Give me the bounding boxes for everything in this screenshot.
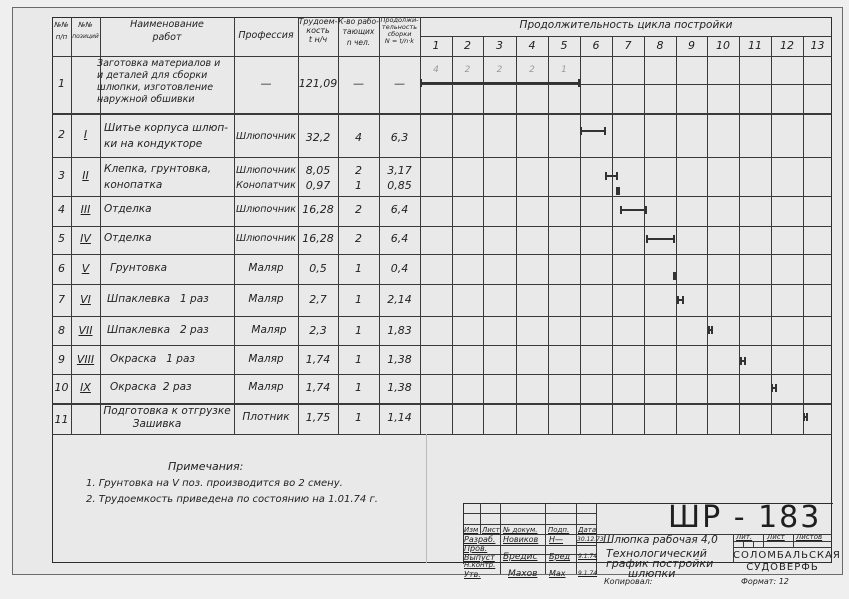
tb-grid-line xyxy=(545,503,546,574)
duration: 0,4 xyxy=(390,262,409,275)
labor: 1,74 xyxy=(305,353,331,366)
tb-sheets-label: Листов xyxy=(796,533,823,541)
row-line xyxy=(52,284,832,285)
labor: 0,5 xyxy=(309,262,327,275)
gantt-bar xyxy=(580,130,606,132)
gantt-day: 8 xyxy=(656,39,664,52)
position-number: V xyxy=(81,262,90,275)
row-line xyxy=(52,157,832,158)
position-number: VI xyxy=(80,293,91,306)
workers: 4 xyxy=(355,131,362,144)
tb-signature: Н— xyxy=(549,535,564,544)
gantt-bar xyxy=(620,209,647,211)
tb-role: Н.контр. xyxy=(464,561,496,569)
gantt-day: 4 xyxy=(528,39,536,52)
workers: 1 xyxy=(355,324,362,337)
tb-date: 9.1.74 xyxy=(578,570,598,577)
labor: 2,3 xyxy=(309,324,327,337)
profession: Шлюпочник xyxy=(236,131,296,142)
profession: Маляр xyxy=(251,324,287,336)
workers: 1 xyxy=(355,293,362,306)
duration: 6,4 xyxy=(390,232,409,245)
header-positions: №№ позиций xyxy=(72,21,99,40)
labor: 1,75 xyxy=(305,411,331,424)
pencil-mark: 2 xyxy=(464,65,471,75)
tb-col-sign: Подп. xyxy=(548,526,570,534)
work-name: Окраска 2 раз xyxy=(110,381,192,393)
work-name: Подготовка к отгрузке Зашивка xyxy=(103,405,231,430)
row-line xyxy=(52,316,832,317)
header-labor: Трудоем- кость t н/ч xyxy=(298,17,338,44)
tb-col-list: Лист xyxy=(482,526,500,534)
notes-title: Примечания: xyxy=(168,460,244,473)
labor: 8,05 0,97 xyxy=(305,164,331,192)
tb-role: Пров. xyxy=(464,544,488,553)
row-number: 9 xyxy=(58,353,65,366)
tb-grid-line xyxy=(500,503,501,574)
fold-line xyxy=(426,434,427,563)
tb-lit-label: Лит. xyxy=(736,533,753,541)
drawing-code: ШР - 183 xyxy=(668,500,822,535)
pencil-mark: 4 xyxy=(433,65,439,75)
workers: 2 1 xyxy=(355,164,362,192)
work-name: Шпаклевка 2 раз xyxy=(107,324,209,336)
tb-role: Разраб. xyxy=(464,535,496,544)
row-line xyxy=(52,113,832,115)
header-workers: К-во рабо- тающих n чел. xyxy=(338,17,379,47)
tb-sheet-label: Лист xyxy=(767,533,785,541)
tb-date: 9.1.74 xyxy=(578,553,598,560)
header-profession: Профессия xyxy=(238,30,294,41)
row-number: 5 xyxy=(58,232,65,245)
gantt-bar xyxy=(740,360,746,362)
tb-person: Бредис xyxy=(503,552,538,562)
product-name: Шлюпка рабочая 4,0 xyxy=(603,534,718,546)
tb-grid-line xyxy=(733,547,832,548)
row-number: 2 xyxy=(58,128,65,141)
header-work-name: Наименование работ xyxy=(130,19,204,44)
profession: Маляр xyxy=(248,353,284,365)
workers: 1 xyxy=(355,411,362,424)
gantt-bar xyxy=(677,299,684,301)
workers: 1 xyxy=(355,262,362,275)
gantt-day: 3 xyxy=(496,39,503,52)
position-number: IX xyxy=(80,381,91,394)
duration: 1,14 xyxy=(387,411,412,424)
row-line xyxy=(52,226,832,227)
tb-person: Махов xyxy=(508,569,538,579)
work-name: Шпаклевка 1 раз xyxy=(107,293,209,305)
gantt-bar xyxy=(646,238,675,240)
workers: — xyxy=(353,77,364,90)
header-duration: Продолжи- тельность сборки N = t/n·k xyxy=(380,16,419,46)
tb-role: Выпуст xyxy=(464,553,495,562)
row-number: 4 xyxy=(58,203,65,216)
gantt-bar xyxy=(803,416,808,418)
workers: 1 xyxy=(355,381,362,394)
tb-person: Новиков xyxy=(503,535,539,544)
duration: 6,3 xyxy=(390,131,409,144)
position-number: II xyxy=(82,169,89,182)
work-name: Грунтовка xyxy=(110,262,168,274)
position-number: III xyxy=(80,203,91,216)
row-line xyxy=(52,196,832,197)
tb-col-date: Дата xyxy=(578,526,597,534)
labor: 32,2 xyxy=(305,131,331,144)
profession: Шлюпочник xyxy=(236,233,296,244)
labor: 16,28 xyxy=(302,203,334,216)
work-name: Отделка xyxy=(104,232,152,244)
tb-date: 30.12.73 xyxy=(577,536,604,543)
profession: — xyxy=(260,77,272,90)
position-number: I xyxy=(83,128,88,141)
labor: 16,28 xyxy=(302,232,334,245)
gantt-day: 6 xyxy=(592,39,600,52)
work-name: Клепка, грунтовка, конопатка xyxy=(104,163,212,191)
gantt-bar xyxy=(420,82,580,84)
profession: Маляр xyxy=(248,262,284,274)
gantt-day: 2 xyxy=(464,39,471,52)
profession: Плотник xyxy=(242,411,290,423)
tb-col-doc: № докум. xyxy=(503,526,538,534)
row-number: 1 xyxy=(58,77,65,90)
position-number: IV xyxy=(80,232,91,245)
duration: 6,4 xyxy=(390,203,409,216)
tb-role: Утв. xyxy=(464,570,481,579)
plant-name: СОЛОМБАЛЬСКАЯ СУДОВЕРФЬ xyxy=(733,550,841,573)
row-number: 7 xyxy=(58,293,65,306)
gantt-bar xyxy=(616,190,620,192)
format-label: Формат: 12 xyxy=(741,577,789,586)
labor: 2,7 xyxy=(309,293,327,306)
row-number: 3 xyxy=(58,169,65,182)
profession: Шлюпочник xyxy=(236,204,296,215)
pencil-mark: 2 xyxy=(529,65,535,75)
gantt-bar xyxy=(673,275,676,277)
workers: 2 xyxy=(355,203,362,216)
row-number: 8 xyxy=(58,324,65,337)
note-item: 2. Трудоемкость приведена по состоянию на 1.01.74 г. xyxy=(86,494,378,505)
position-number: VII xyxy=(78,324,93,337)
gantt-bar xyxy=(605,175,618,177)
table-bottom-line xyxy=(52,434,832,435)
pencil-mark: 2 xyxy=(496,65,503,75)
duration: 1,38 xyxy=(387,353,412,366)
profession: Шлюпочник Конопатчик xyxy=(236,165,296,191)
duration: 1,38 xyxy=(387,381,412,394)
duration: 3,17 0,85 xyxy=(387,164,412,192)
duration: 1,83 xyxy=(387,324,412,337)
row-number: 11 xyxy=(54,413,69,426)
work-name: Окраска 1 раз xyxy=(110,353,195,365)
gantt-day: 9 xyxy=(688,39,695,52)
gantt-day: 5 xyxy=(560,39,568,52)
workers: 2 xyxy=(355,232,362,245)
labor: 1,74 xyxy=(305,381,331,394)
work-name: Шитье корпуса шлюп- ки на кондукторе xyxy=(104,122,229,150)
profession: Маляр xyxy=(248,293,284,305)
gantt-day: 7 xyxy=(624,39,632,52)
work-name: Заготовка материалов и и деталей для сборки шлюпки, изготовление наружной обшивки xyxy=(97,58,221,105)
work-name: Отделка xyxy=(104,203,152,215)
header-nn-pp: №№ п/п xyxy=(54,21,69,41)
gantt-day: 11 xyxy=(748,39,762,52)
pencil-mark: 1 xyxy=(561,65,567,75)
row-line xyxy=(52,345,832,346)
gantt-day: 10 xyxy=(716,39,730,52)
workers: 1 xyxy=(355,353,362,366)
duration: 2,14 xyxy=(387,293,412,306)
gantt-day: 12 xyxy=(780,39,794,52)
gantt-bar xyxy=(708,329,713,331)
row-line xyxy=(52,374,832,375)
tb-col-izm: Изм xyxy=(464,526,479,534)
copied-label: Копировал: xyxy=(604,577,653,586)
tb-signature: Бред xyxy=(549,552,571,561)
row-line xyxy=(52,254,832,255)
gantt-day: 1 xyxy=(432,39,440,52)
gantt-bar xyxy=(771,387,777,389)
profession: Маляр xyxy=(248,381,284,393)
position-number: VIII xyxy=(76,353,95,366)
header-bottom-line xyxy=(52,56,832,57)
note-item: 1. Грунтовка на V поз. производится во 2 смену. xyxy=(86,478,343,489)
row-number: 6 xyxy=(58,262,65,275)
labor: 121,09 xyxy=(298,77,338,90)
duration: — xyxy=(394,77,405,90)
tb-grid-line xyxy=(480,503,481,535)
tb-grid-line xyxy=(733,541,832,542)
document-title: Технологический график постройки шлюпки xyxy=(606,547,714,580)
row-number: 10 xyxy=(54,381,69,394)
tb-signature: Мах xyxy=(549,569,566,578)
gantt-title-divider xyxy=(420,36,832,37)
gantt-title: Продолжительность цикла постройки xyxy=(519,19,733,31)
row-line xyxy=(420,84,832,85)
gantt-day: 13 xyxy=(810,39,825,52)
